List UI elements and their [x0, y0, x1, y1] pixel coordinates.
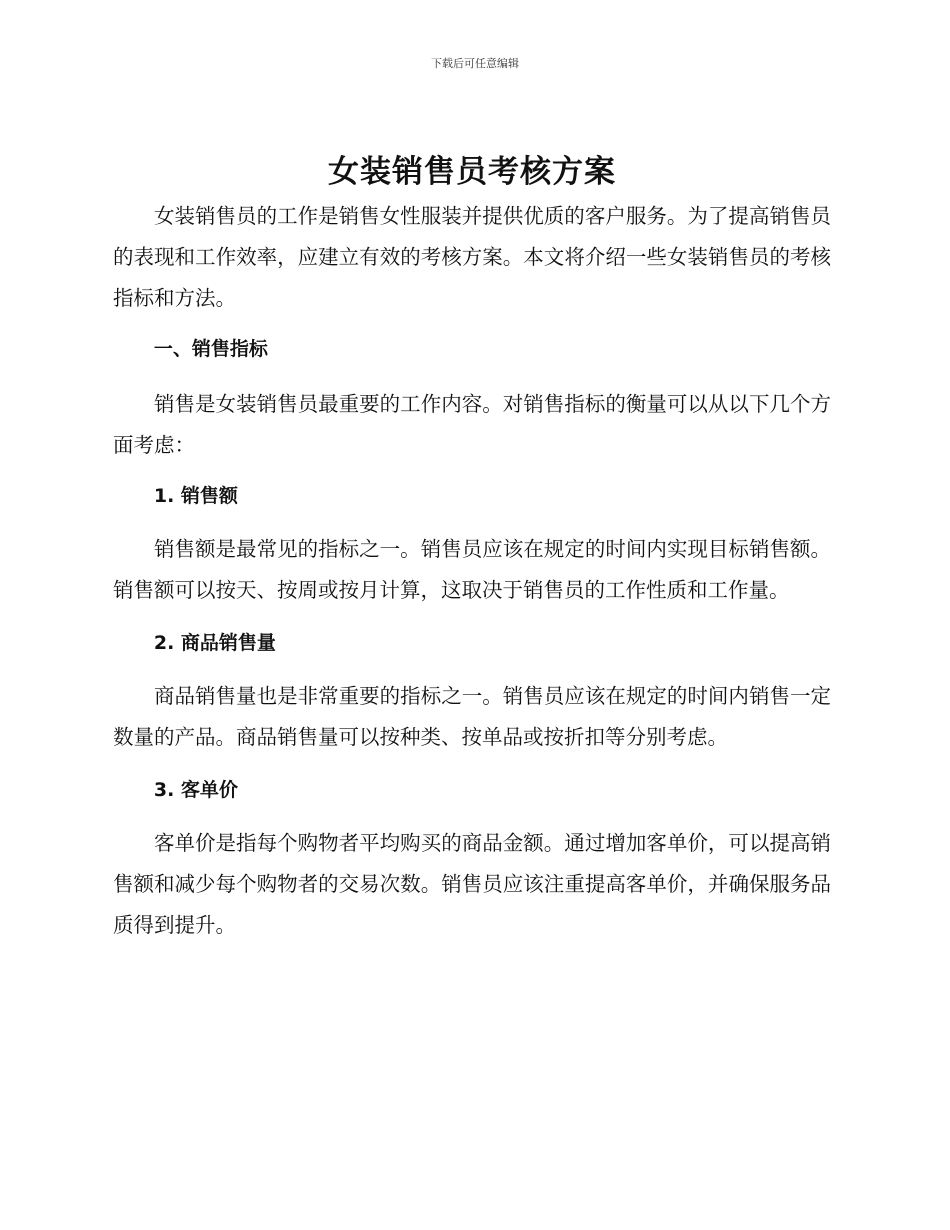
section-paragraph-sales-metrics: 销售是女装销售员最重要的工作内容。对销售指标的衡量可以从以下几个方面考虑： — [113, 392, 831, 457]
item-paragraph-average-order-value: 客单价是指每个购物者平均购买的商品金额。通过增加客单价，可以提高销售额和减少每个购物者的交易次数。销售员应该注重提高客单价，并确保服务品质得到提升。 — [113, 831, 831, 937]
section-heading-sales-metrics: 一、销售指标 — [153, 338, 268, 360]
item-heading-sales-amount: 1. 销售额 — [153, 485, 238, 507]
item-heading-product-volume: 2. 商品销售量 — [153, 632, 276, 654]
intro-paragraph: 女装销售员的工作是销售女性服装并提供优质的客户服务。为了提高销售员的表现和工作效率，应建立有效的考核方案。本文将介绍一些女装销售员的考核指标和方法。 — [113, 204, 831, 310]
item-heading-average-order-value: 3. 客单价 — [153, 779, 238, 801]
item-paragraph-sales-amount: 销售额是最常见的指标之一。销售员应该在规定的时间内实现目标销售额。销售额可以按天、按周或按月计算，这取决于销售员的工作性质和工作量。 — [113, 537, 831, 602]
page-header-note: 下载后可任意编辑 — [431, 57, 519, 70]
document-title: 女装销售员考核方案 — [328, 154, 616, 190]
document-body — [113, 148, 831, 946]
item-paragraph-product-volume: 商品销售量也是非常重要的指标之一。销售员应该在规定的时间内销售一定数量的产品。商品销售量可以按种类、按单品或按折扣等分别考虑。 — [113, 684, 831, 749]
